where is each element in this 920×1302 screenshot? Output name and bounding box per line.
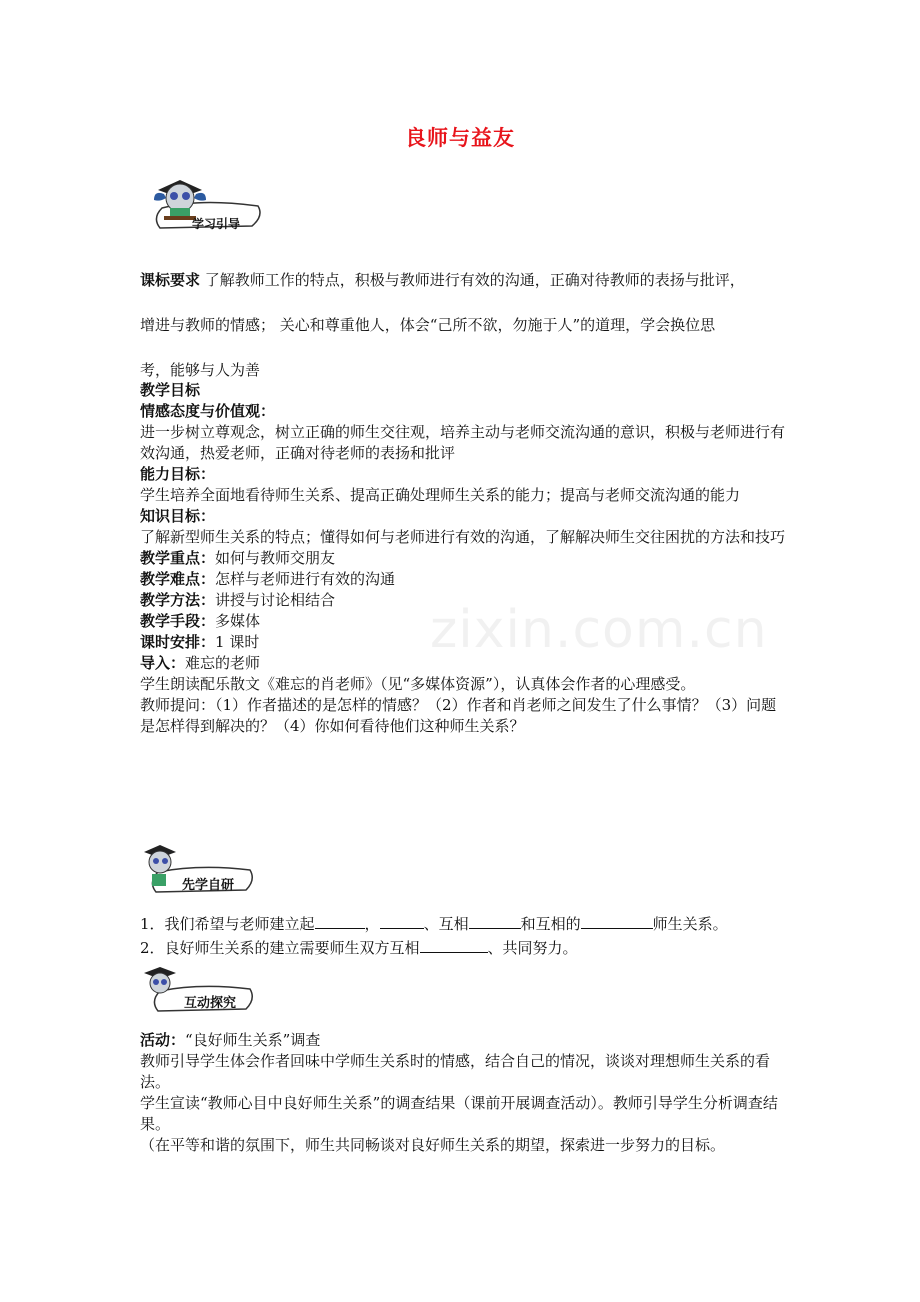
study-guide-badge — [140, 168, 265, 233]
intro-paragraph-2: 教师提问：（1）作者描述的是怎样的情感？（2）作者和肖老师之间发生了什么事情？（3）问题是怎样得到解决的？（4）你如何看待他们这种师生关系？ — [140, 696, 777, 735]
activity-paragraph-2: 学生宣读“教师心目中良好师生关系”的调查结果（课前开展调查活动）。教师引导学生分析调查结果。 — [140, 1094, 778, 1133]
activity-title: “良好师生关系”调查 — [185, 1031, 321, 1049]
curriculum-line-1: 了解教师工作的特点，积极与教师进行有效的沟通，正确对待教师的表扬与批评， — [204, 271, 745, 289]
preview-badge — [140, 842, 255, 897]
blank-field[interactable] — [380, 912, 424, 929]
intro-paragraph-1: 学生朗读配乐散文《难忘的肖老师》（见“多媒体资源”），认真体会作者的心理感受。 — [140, 675, 696, 693]
curriculum-line-3: 考，能够与人为善 — [140, 361, 261, 379]
curriculum-block — [140, 258, 785, 393]
knowledge-text: 了解新型师生关系的特点；懂得如何与老师进行有效的沟通，了解解决师生交往困扰的方法和技巧 — [140, 528, 786, 546]
question-2: 2．良好师生关系的建立需要师生双方互相 、共同努力。 — [140, 936, 785, 960]
badge-label: 学习引导 — [192, 217, 241, 231]
ability-label: 能力目标： — [140, 465, 216, 483]
attitude-label: 情感态度与价值观： — [140, 402, 276, 420]
objectives-heading: 教学目标 — [140, 381, 201, 399]
activity-paragraph-3: （在平等和谐的氛围下，师生共同畅谈对良好师生关系的期望，探索进一步努力的目标。 — [140, 1136, 726, 1154]
blank-field[interactable] — [469, 912, 521, 929]
explore-badge — [140, 965, 255, 1015]
objectives-block — [140, 380, 785, 737]
blank-field[interactable] — [581, 912, 653, 929]
question-1: 1．我们希望与老师建立起 ， 、互相 和互相的 师生关系。 — [140, 912, 785, 936]
attitude-text: 进一步树立尊观念，树立正确的师生交往观，培养主动与老师交流沟通的意识，积极与老师进行有效沟通，热爱老师，正确对待老师的表扬和批评 — [140, 423, 786, 462]
info-row: 课时安排：1 课时 — [140, 633, 260, 651]
activity-paragraph-1: 教师引导学生体会作者回味中学师生关系时的情感，结合自己的情况，谈谈对理想师生关系的看法。 — [140, 1052, 771, 1091]
knowledge-label: 知识目标： — [140, 507, 216, 525]
info-row: 教学难点：怎样与老师进行有效的沟通 — [140, 570, 396, 588]
badge-label: 互动探究 — [184, 996, 237, 1011]
info-row: 教学手段：多媒体 — [140, 612, 261, 630]
info-row: 教学方法：讲授与讨论相结合 — [140, 591, 336, 609]
curriculum-line-2: 增进与教师的情感； 关心和尊重他人，体会“己所不欲，勿施于人”的道理，学会换位思 — [140, 316, 716, 334]
ability-text: 学生培养全面地看待师生关系、提高正确处理师生关系的能力；提高与老师交流沟通的能力 — [140, 486, 741, 504]
blank-field[interactable] — [315, 912, 365, 929]
activity-label: 活动： — [140, 1031, 186, 1049]
info-row: 导入：难忘的老师 — [140, 654, 261, 672]
activity-block — [140, 1030, 785, 1156]
badge-label: 先学自研 — [182, 878, 235, 893]
watermark: zixin.com.cn — [430, 600, 768, 660]
preview-questions — [140, 912, 785, 960]
info-row: 教学重点：如何与教师交朋友 — [140, 549, 336, 567]
page-title: 良师与益友 — [405, 126, 515, 150]
curriculum-label: 课标要求 — [140, 271, 201, 289]
blank-field[interactable] — [420, 936, 488, 953]
